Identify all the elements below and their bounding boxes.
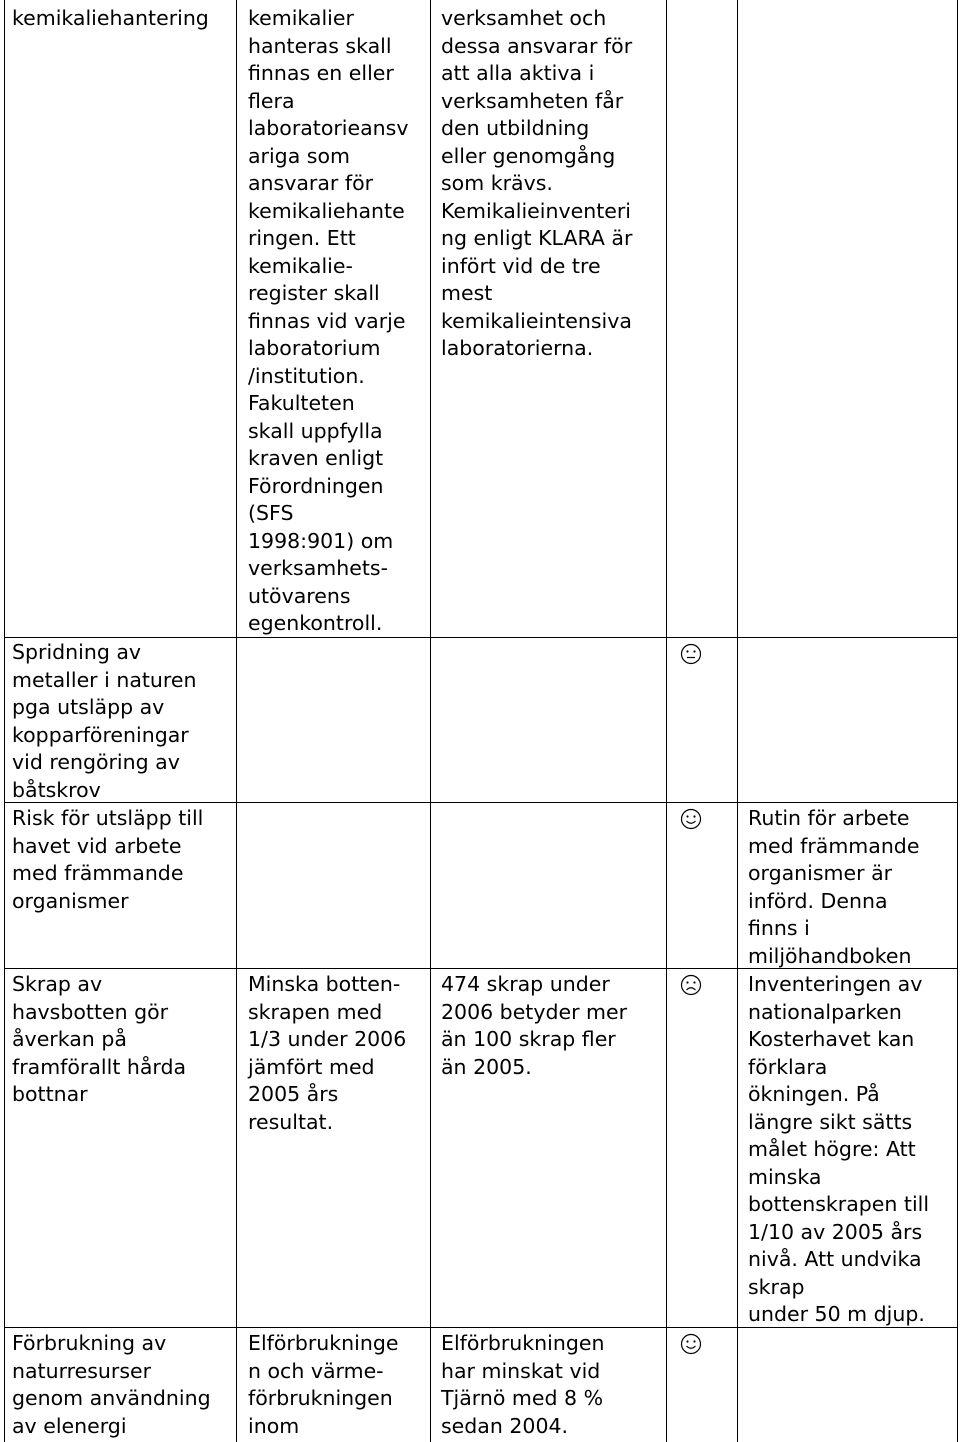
column-divider — [430, 0, 431, 1442]
table-border-left — [4, 0, 5, 1442]
table-cell-aspect: Risk för utsläpp till havet vid arbete med främmande organismer — [12, 806, 204, 913]
row-divider — [4, 637, 958, 638]
sad-face-icon — [680, 974, 702, 996]
column-divider — [737, 0, 738, 1442]
table-cell-aspect: Skrap av havsbotten gör åverkan på framförallt hårda bottnar — [12, 972, 187, 1106]
table-border-right — [957, 0, 958, 1442]
table-cell-aspect: kemikaliehantering — [12, 6, 209, 30]
table-cell-aspect: Förbrukning av naturresurser genom användning av elenergi — [12, 1331, 211, 1438]
table-cell-outcome: 474 skrap under 2006 betyder mer än 100 skrap fler än 2005. — [441, 972, 628, 1079]
column-divider — [666, 0, 667, 1442]
happy-face-icon — [680, 808, 702, 830]
column-divider — [236, 0, 237, 1442]
neutral-face-icon — [680, 643, 702, 665]
table-cell-outcome: Elförbrukningen har minskat vid Tjärnö med 8 % sedan 2004. — [441, 1331, 605, 1438]
happy-face-icon — [680, 1333, 702, 1355]
table-cell-outcome: verksamhet och dessa ansvarar för att alla aktiva i verksamheten får den utbildning eller genomgång som krävs. Kemikalieinventeri ng enligt KLARA är infört vid de tre mest kemikalieintensiva laboratorierna. — [441, 6, 633, 360]
table-cell-target: Minska botten- skrapen med 1/3 under 2006 jämfört med 2005 års resultat. — [248, 972, 407, 1134]
table-cell-target: Elförbrukninge n och värme- förbrukningen inom — [248, 1331, 399, 1438]
table-cell-target: kemikalier hanteras skall finnas en eller flera laboratorieansv ariga som ansvarar för kemikaliehante ringen. Ett kemikalie- register skall finnas vid varje laboratorium /institution. Fakulteten skall uppfylla kraven enligt Förordningen (SFS 1998:901) om verksamhets- utövarens egenkontroll. — [248, 6, 409, 635]
table-cell-comment: Inventeringen av nationalparken Kosterhavet kan förklara ökningen. På längre sikt sätts målet högre: Att minska bottenskrapen till 1/10 av 2005 års nivå. Att undvika skrap under 50 m djup. — [748, 972, 930, 1326]
table-cell-aspect: Spridning av metaller i naturen pga utsläpp av kopparföreningar vid rengöring av båtskrov — [12, 640, 197, 802]
table-cell-comment: Rutin för arbete med främmande organismer är införd. Denna finns i miljöhandboken — [748, 806, 920, 968]
